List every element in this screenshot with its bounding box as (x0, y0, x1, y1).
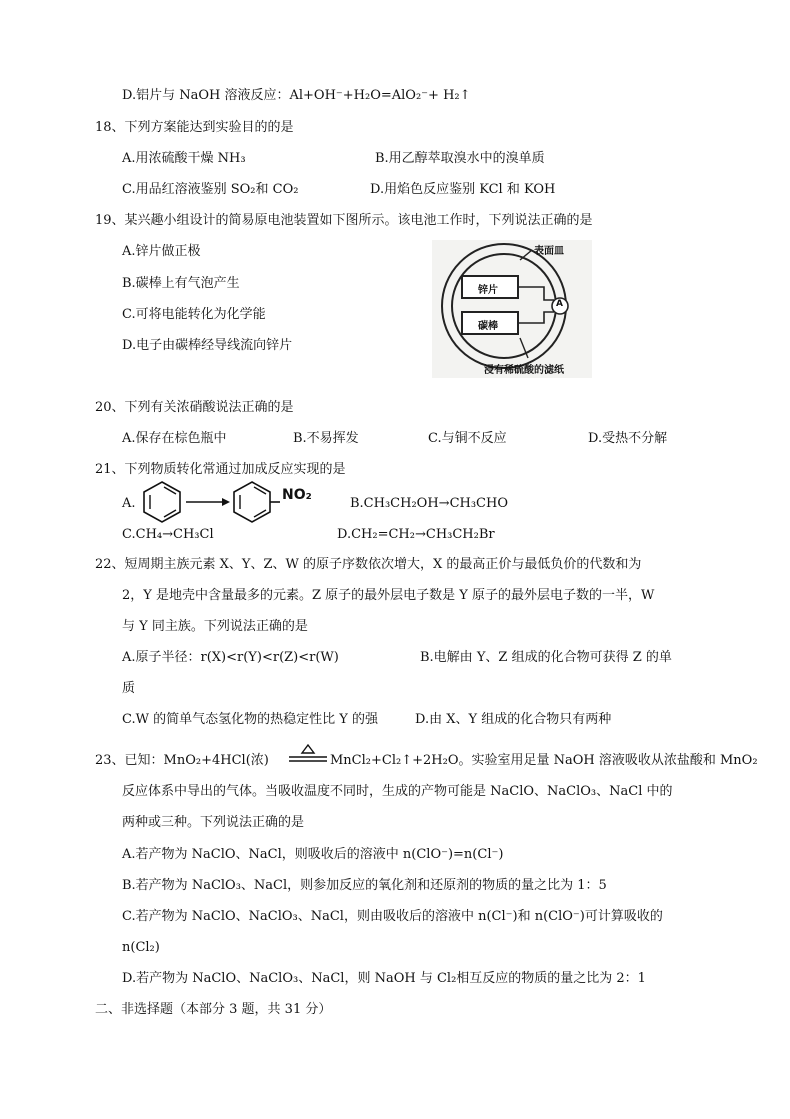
q23-option-b: B.若产物为 NaClO₃、NaCl，则参加反应的氧化剂和还原剂的物质的量之比为 1：5 (122, 878, 607, 893)
galvanic-cell-diagram (432, 240, 592, 378)
q21-stem: 21、下列物质转化常通过加成反应实现的是 (95, 462, 346, 477)
q20-option-d: D.受热不分解 (588, 431, 668, 446)
q22-stem-line-2: 2，Y 是地壳中含量最多的元素。Z 原子的最外层电子数是 Y 原子的最外层电子数的一半，W (122, 588, 655, 603)
delta-triangle-icon (302, 745, 314, 753)
q22-stem-line-1: 22、短周期主族元素 X、Y、Z、W 的原子序数依次增大，X 的最高正价与最低负价的代数和为 (95, 557, 642, 572)
label-zinc-plate: 锌片 (478, 285, 498, 296)
label-ammeter: A (556, 299, 563, 309)
galvanic-cell-drawing (432, 240, 592, 378)
wire-zinc (518, 287, 554, 300)
q21-option-b: B.CH₃CH₂OH→CH₃CHO (350, 496, 508, 511)
q19-option-c: C.可将电能转化为化学能 (122, 307, 266, 322)
q22-stem-line-3: 与 Y 同主族。下列说法正确的是 (122, 619, 308, 634)
section-2-heading: 二、非选择题（本部分 3 题，共 31 分） (95, 1002, 332, 1017)
q18-stem: 18、下列方案能达到实验目的的是 (95, 120, 294, 135)
q21-option-d: D.CH₂=CH₂→CH₃CH₂Br (337, 527, 495, 542)
q22-option-c: C.W 的简单气态氢化物的热稳定性比 Y 的强 (122, 712, 378, 727)
wire-carbon (518, 312, 554, 323)
q22-option-b-line-2: 质 (122, 681, 136, 696)
q21-option-c: C.CH₄→CH₃Cl (122, 527, 214, 542)
q23-stem-prefix: 23、已知：MnO₂+4HCl(浓) (95, 753, 269, 768)
q21-option-a-label: A. (122, 496, 136, 511)
q19-option-b: B.碳棒上有气泡产生 (122, 276, 240, 291)
q23-stem-line-3: 两种或三种。下列说法正确的是 (122, 815, 305, 830)
q20-option-b: B.不易挥发 (293, 431, 359, 446)
nitro-group-label: NO₂ (282, 487, 312, 503)
label-watch-glass: 表面皿 (534, 246, 564, 257)
q23-stem-line-2: 反应体系中导出的气体。当吸收温度不同时，生成的产物可能是 NaClO、NaClO₃、NaCl 中的 (122, 784, 673, 799)
q18-option-c: C.用品红溶液鉴别 SO₂和 CO₂ (122, 182, 299, 197)
q17-option-d: D.铝片与 NaOH 溶液反应：Al+OH⁻+H₂O=AlO₂⁻+ H₂↑ (122, 88, 471, 103)
q23-option-d: D.若产物为 NaClO、NaClO₃、NaCl，则 NaOH 与 Cl₂相互反应的物质的量之比为 2：1 (122, 971, 646, 986)
heating-condition-symbol (287, 744, 329, 764)
q22-option-d: D.由 X、Y 组成的化合物只有两种 (415, 712, 612, 727)
q19-stem: 19、某兴趣小组设计的简易原电池装置如下图所示。该电池工作时，下列说法正确的是 (95, 213, 593, 228)
reaction-arrow-head (222, 498, 230, 506)
q18-option-b: B.用乙醇萃取溴水中的溴单质 (375, 151, 545, 166)
q23-stem-suffix: MnCl₂+Cl₂↑+2H₂O。实验室用足量 NaOH 溶液吸收从浓盐酸和 MnO₂ (330, 753, 758, 768)
q19-option-a: A.锌片做正极 (122, 244, 201, 259)
q23-option-a: A.若产物为 NaClO、NaCl，则吸收后的溶液中 n(ClO⁻)=n(Cl⁻) (122, 847, 504, 862)
q22-option-b-line-1: B.电解由 Y、Z 组成的化合物可获得 Z 的单 (420, 650, 672, 665)
q18-option-d: D.用焰色反应鉴别 KCl 和 KOH (370, 182, 556, 197)
filter-paper-circle (452, 254, 556, 358)
q23-option-c-line-2: n(Cl₂) (122, 940, 160, 955)
q20-option-c: C.与铜不反应 (428, 431, 507, 446)
watch-glass-outer (442, 244, 566, 368)
q19-option-d: D.电子由碳棒经导线流向锌片 (122, 338, 293, 353)
q23-option-c-line-1: C.若产物为 NaClO、NaClO₃、NaCl，则由吸收后的溶液中 n(Cl⁻)和 n(ClO⁻)可计算吸收的 (122, 909, 663, 924)
label-filter-paper: 浸有稀硫酸的滤纸 (484, 365, 564, 376)
q20-stem: 20、下列有关浓硝酸说法正确的是 (95, 400, 294, 415)
label-carbon-rod: 碳棒 (478, 321, 498, 332)
q18-option-a: A.用浓硫酸干燥 NH₃ (122, 151, 246, 166)
q20-option-a: A.保存在棕色瓶中 (122, 431, 227, 446)
q22-option-a: A.原子半径：r(X)<r(Y)<r(Z)<r(W) (122, 650, 339, 665)
